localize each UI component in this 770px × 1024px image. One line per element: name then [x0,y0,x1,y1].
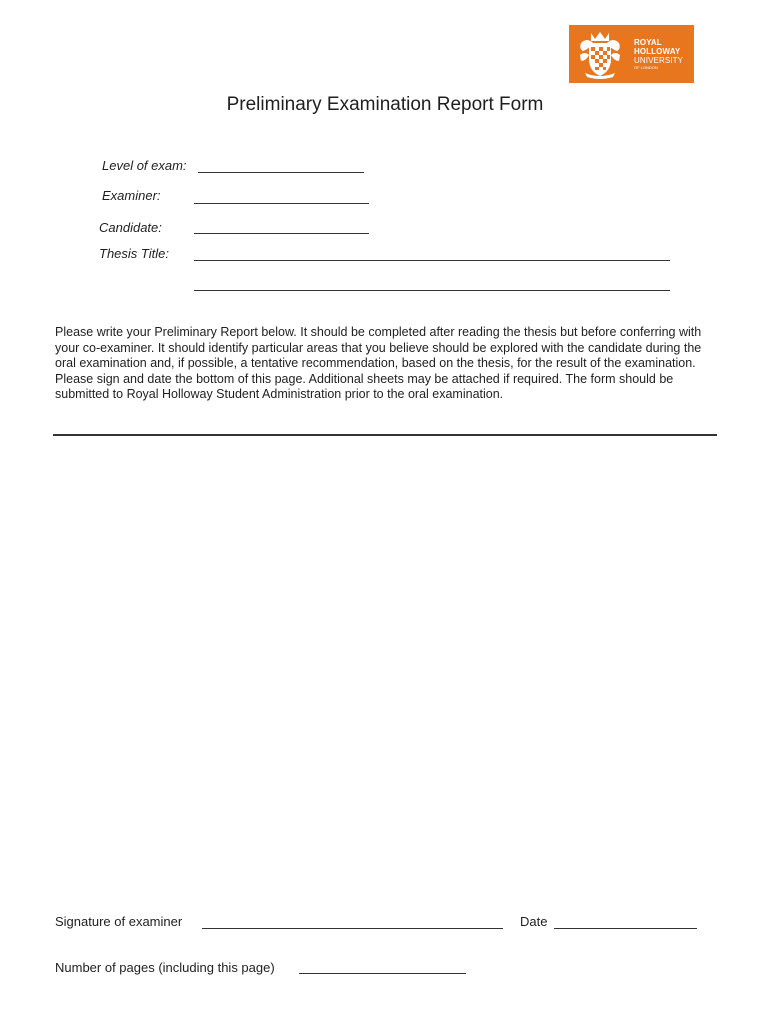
university-logo [569,25,694,83]
examiner-label: Examiner: [102,188,161,203]
examiner-field[interactable] [194,203,369,204]
candidate-field[interactable] [194,233,369,234]
logo-word-university: UNIVERSITY [634,56,684,65]
instructions-text: Please write your Preliminary Report below. It should be completed after reading the thesis but before conferring with your co-examiner. It should identify particular areas that you believe should be explored with the candidate during the oral examination and, if possible, a tentative recommendation, based on the thesis, for the result of the examination. Please sign and date the bottom of this page. Additional sheets may be attached if required. The form should be submitted to Royal Holloway Student Administration prior to the oral examination. [55,325,702,401]
signature-field[interactable] [202,928,503,929]
level-of-exam-label: Level of exam: [102,158,187,173]
level-of-exam-field[interactable] [198,172,364,173]
page-title: Preliminary Examination Report Form [226,94,544,115]
logo-word-of-london: OF LONDON [634,65,658,70]
logo-word-royal: ROYAL [634,38,662,47]
signature-label: Signature of examiner [55,914,183,929]
thesis-title-label: Thesis Title: [99,246,169,261]
thesis-title-field-line-2[interactable] [194,290,670,291]
number-of-pages-label: Number of pages (including this page) [55,960,275,975]
candidate-label: Candidate: [99,220,162,235]
number-of-pages-field[interactable] [299,973,466,974]
logo-wordmark [630,25,694,83]
logo-word-holloway: HOLLOWAY [634,47,681,56]
report-divider [53,434,717,436]
date-label: Date [520,914,548,929]
report-writing-area[interactable] [53,440,717,900]
date-field[interactable] [554,928,697,929]
crest-icon [569,25,630,83]
thesis-title-field-line-1[interactable] [194,260,670,261]
